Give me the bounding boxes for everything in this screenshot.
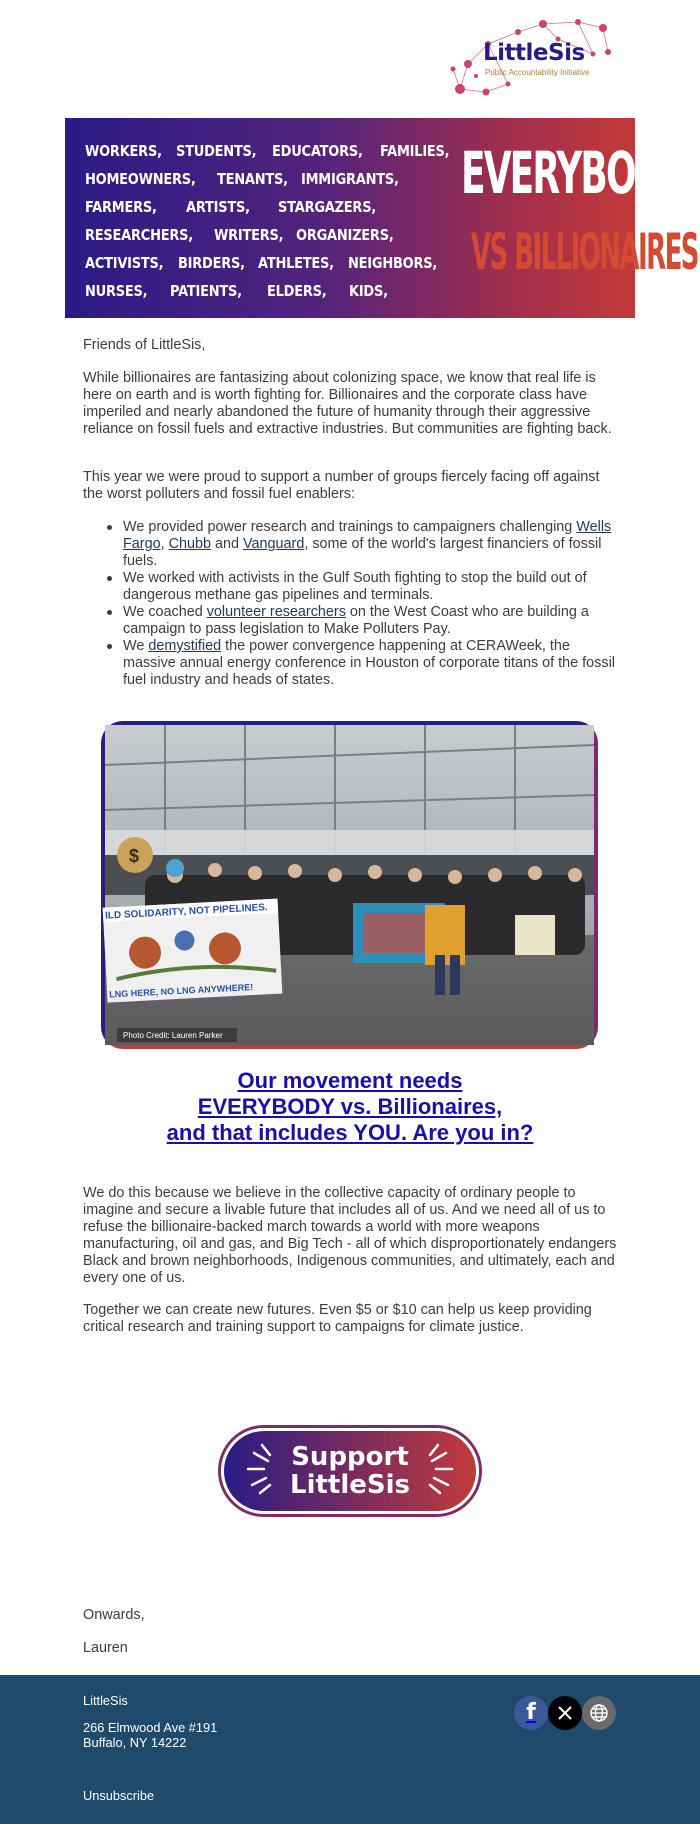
- cta-link-line-2[interactable]: EVERYBODY vs. Billionaires,: [197, 1094, 503, 1119]
- logo-tagline: Public Accountability Initiative: [485, 68, 590, 77]
- greeting: Friends of LittleSis,: [83, 337, 206, 353]
- banner-row: RESEARCHERS, WRITERS, ORGANIZERS,: [85, 226, 394, 244]
- photo-banner-text-1: ILD SOLIDARITY, NOT PIPELINES.: [104, 902, 268, 922]
- signature: Lauren: [83, 1640, 128, 1656]
- banner-row: WORKERS, STUDENTS, EDUCATORS, FAMILIES,: [85, 142, 450, 160]
- demystified-link[interactable]: demystified: [148, 638, 222, 654]
- cta-link-line-1[interactable]: Our movement needs: [237, 1068, 463, 1093]
- photo-credit: Photo Credit: Lauren Parker: [123, 1031, 223, 1040]
- list-item: We worked with activists in the Gulf South fighting to stop the build out of dangerous methane gas pipelines and terminals.: [123, 570, 617, 604]
- banner-subhead: VS BILLIONAIRES: [471, 223, 698, 281]
- globe-icon[interactable]: [582, 1696, 616, 1730]
- support-littlesis-button[interactable]: [221, 1428, 479, 1514]
- x-icon[interactable]: [548, 1696, 582, 1730]
- list-item: We provided power research and trainings to campaigners challenging Wells Fargo, Chubb and Vanguard, some of the world's largest financiers of fossil fuels.: [123, 519, 617, 570]
- list-item: We coached volunteer researchers on the West Coast who are building a campaign to pass legislation to Make Polluters Pay.: [123, 604, 617, 638]
- banner-headline: EVERYBODY: [461, 139, 685, 207]
- signoff: Onwards,: [83, 1607, 145, 1623]
- call-to-action: [83, 1068, 617, 1146]
- facebook-icon[interactable]: f: [514, 1696, 548, 1730]
- footer-org-name: LittleSis: [83, 1693, 128, 1708]
- littlesis-logo[interactable]: [448, 14, 620, 102]
- protest-photo-illustration: [105, 725, 594, 1045]
- vanguard-link[interactable]: Vanguard: [243, 536, 305, 552]
- banner-word-grid: [85, 137, 450, 305]
- chubb-link[interactable]: Chubb: [168, 536, 211, 552]
- unsubscribe-link[interactable]: Unsubscribe: [83, 1788, 155, 1803]
- logo-wordmark: LittleSis: [483, 40, 585, 66]
- support-button-label: Support LittleSis: [290, 1442, 410, 1500]
- banner-row: HOMEOWNERS, TENANTS, IMMIGRANTS,: [85, 170, 399, 188]
- cta-link-line-3[interactable]: and that includes YOU. Are you in?: [166, 1120, 534, 1145]
- hero-banner: [65, 118, 698, 318]
- achievements-list: [123, 519, 617, 689]
- mission-paragraph: We do this because we believe in the collective capacity of ordinary people to imagine and secure a livable future that includes all of us. And we need all of us to refuse the billionaire-backed march towards a world with more weapons manufacturing, oil and gas, and Big Tech - all of which disproportionately endangers Black and brown neighborhoods, Indigenous communities, and ultimately, each and every one of us.: [83, 1185, 617, 1286]
- svg-text:$: $: [129, 846, 140, 866]
- banner-row: NURSES, PATIENTS, ELDERS, KIDS,: [85, 282, 388, 300]
- footer-address-line-2: Buffalo, NY 14222: [83, 1735, 187, 1750]
- footer: [0, 1675, 700, 1824]
- protest-photo: [101, 721, 598, 1049]
- list-item: We demystified the power convergence happening at CERAWeek, the massive annual energy conference in Houston of corporate titans of the fossil fuel industry and heads of states.: [123, 638, 617, 689]
- footer-address-line-1: 266 Elmwood Ave #191: [83, 1720, 218, 1735]
- donation-paragraph: Together we can create new futures. Even $5 or $10 can help us keep providing critical research and training support to campaigns for climate justice.: [83, 1302, 592, 1335]
- photo-banner-text-2: LNG HERE, NO LNG ANYWHERE!: [108, 982, 254, 1000]
- support-paragraph: This year we were proud to support a number of groups fiercely facing off against the worst polluters and fossil fuel enablers:: [83, 469, 600, 502]
- banner-row: ACTIVISTS, BIRDERS, ATHLETES, NEIGHBORS,: [85, 254, 438, 272]
- wells-fargo-link[interactable]: Wells Fargo: [123, 519, 612, 552]
- volunteer-researchers-link[interactable]: volunteer researchers: [206, 604, 346, 620]
- banner-row: FARMERS, ARTISTS, STARGAZERS,: [85, 198, 377, 216]
- intro-paragraph: While billionaires are fantasizing about colonizing space, we know that real life is here on earth and is worth fighting for. Billionaires and the corporate class have imperiled and nearly abandoned the future of humanity through their aggressive reliance on fossil fuels and extractive industries. But communities are fighting back.: [83, 370, 612, 437]
